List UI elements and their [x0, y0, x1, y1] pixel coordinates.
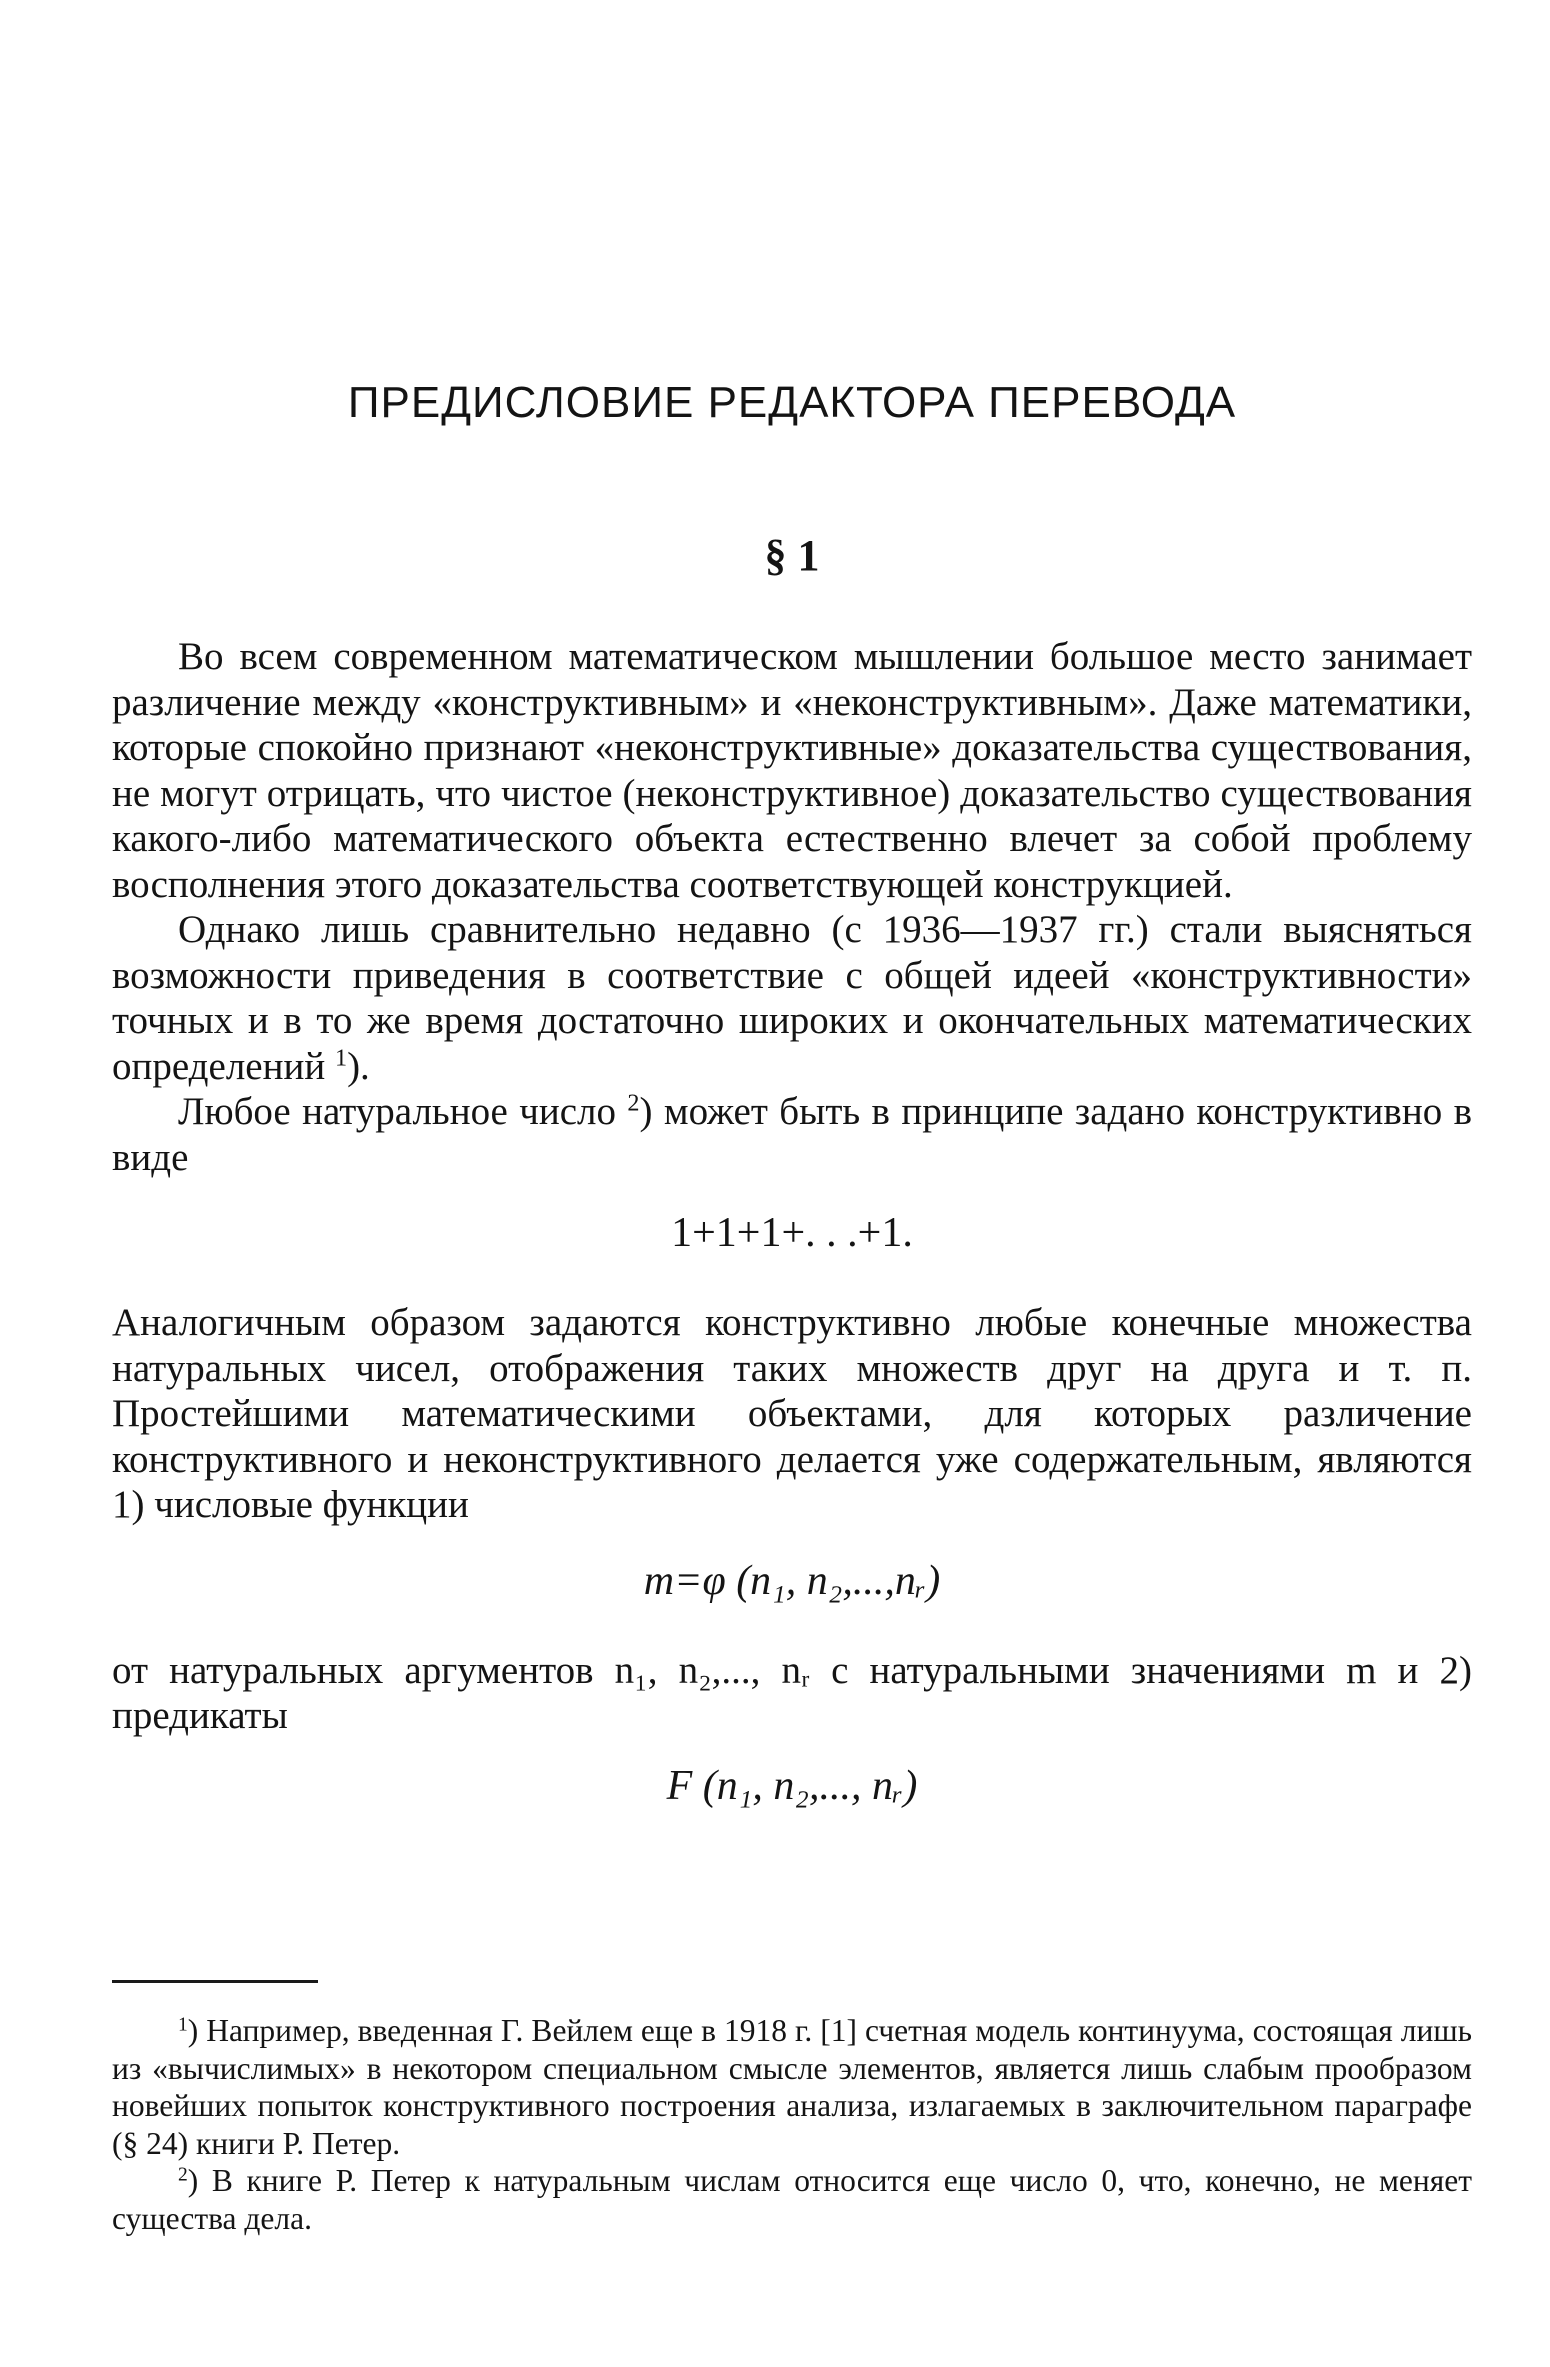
- paragraph-2-text: Однако лишь сравнительно недавно (с 1936—1937 гг.) стали выясняться возможности приведения в соответствие с общей идеей «конструктивности» точных и в то же время достаточно широких и окончательных математических определений: [112, 908, 1472, 1088]
- formula-predicate: F (n₁, n₂,..., nᵣ): [666, 1762, 918, 1809]
- footnote-2-text: ) В книге Р. Петер к натуральным числам относится еще число 0, что, конечно, не меняет существа дела.: [112, 2163, 1472, 2236]
- book-page: [112, 0, 1472, 2367]
- formula-sum: 1+1+1+. . .+1.: [671, 1210, 913, 1256]
- section-number: § 1: [764, 531, 820, 580]
- footnote-ref-2: 2: [627, 1089, 640, 1117]
- paragraph-3-start: Любое натуральное число: [178, 1090, 628, 1133]
- paragraph-3-rest: ) может быть в принципе задано конструктивно в виде: [112, 1090, 1473, 1179]
- footnote-divider: [112, 1980, 318, 1983]
- paragraph-1: Во всем современном математическом мышлении большое место занимает различение между «конструктивным» и «неконструктивным». Даже математики, которые спокойно признают «неконструктивные» доказательства существования, не могут отрицать, что чистое (неконструктивное) доказательство существования какого-либо математического объекта естественно влечет за собой проблему восполнения этого доказательства соответствующей конструкцией.: [112, 635, 1472, 906]
- paragraph-3: [112, 1089, 1472, 1180]
- formula-function: m=φ (n₁, n₂,...,nᵣ): [643, 1557, 941, 1604]
- footnote-ref-1: 1: [334, 1044, 348, 1072]
- paragraph-2: [112, 907, 1472, 1089]
- footnote-2: [112, 2162, 1472, 2237]
- paragraph-2-end: ).: [347, 1044, 370, 1088]
- footnotes: [112, 2012, 1472, 2237]
- paragraph-5: от натуральных аргументов n₁, n₂,..., nᵣ с натуральными значениями m и 2) предикаты: [112, 1648, 1472, 1737]
- footnote-1-text: ) Например, введенная Г. Вейлем еще в 1918 г. [1] счетная модель континуума, состоящая лишь из «вычислимых» в некотором специальном смысле элементов, является лишь слабым прообразом новейших попыток конструктивного построения анализа, излагаемых в заключительном параграфе (§ 24) книги Р. Петер.: [112, 2013, 1472, 2161]
- footnote-2-marker: 2: [178, 2164, 188, 2186]
- paragraph-4: Аналогичным образом задаются конструктивно любые конечные множества натуральных чисел, отображения таких множеств друг на друга и т. п. Простейшими математическими объектами, для которых различение конструктивного и неконструктивного делается уже содержательным, являются 1) числовые функции: [112, 1301, 1472, 1526]
- page-title: ПРЕДИСЛОВИЕ РЕДАКТОРА ПЕРЕВОДА: [347, 378, 1237, 427]
- footnote-1-marker: 1: [178, 2014, 188, 2036]
- footnote-1: [112, 2012, 1472, 2162]
- main-text: [112, 634, 1472, 1833]
